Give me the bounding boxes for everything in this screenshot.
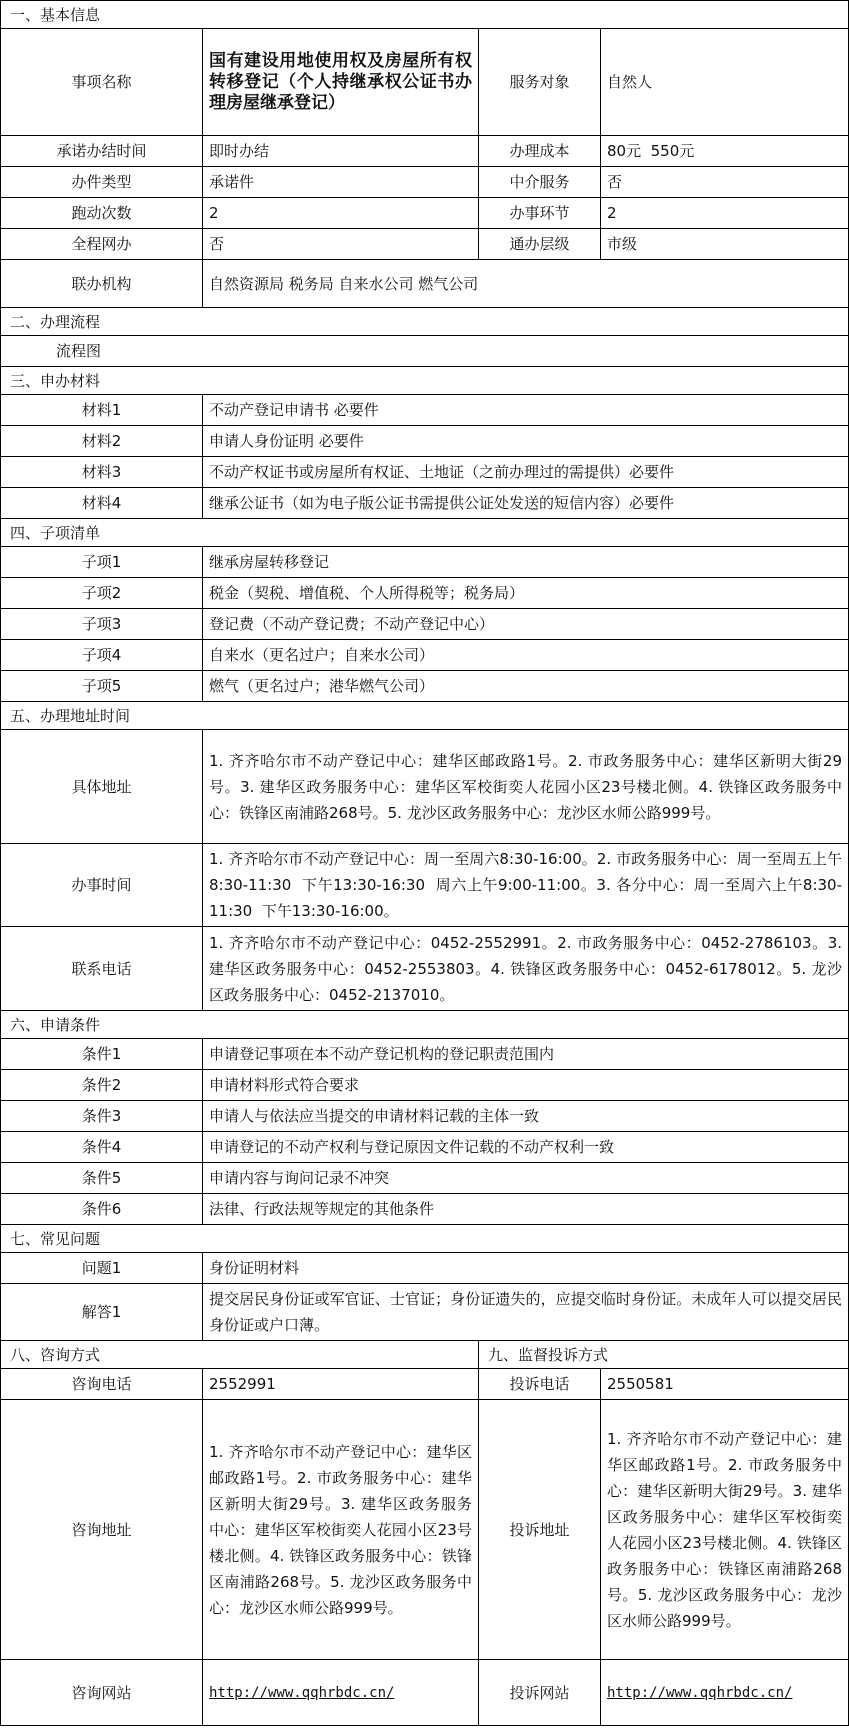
complaint-address-label: 投诉地址 [479,1400,601,1660]
condition-5-label: 条件5 [1,1163,203,1194]
subitem-5-label: 子项5 [1,671,203,702]
condition-row [1,1101,849,1132]
complaint-phone-label: 投诉电话 [479,1369,601,1400]
consult-address-label: 咨询地址 [1,1400,203,1660]
complaint-address-value: 1. 齐齐哈尔市不动产登记中心：建华区邮政路1号。2. 市政务服务中心：建华区新明大街29号。3. 建华区政务服务中心：建华区军校街奕人花园小区23号楼北侧。4. 铁锋区政务服务中心：铁锋区南浦路268号。5. 龙沙区政务服务中心：龙沙区水师公路999号。 [601,1400,849,1660]
promised-time-value: 即时办结 [203,136,479,167]
condition-row [1,1070,849,1101]
answer-1-label: 解答1 [1,1284,203,1341]
consult-address-value: 1. 齐齐哈尔市不动产登记中心：建华区邮政路1号。2. 市政务服务中心：建华区新明大街29号。3. 建华区政务服务中心：建华区军校街奕人花园小区23号楼北侧。4. 铁锋区政务服务中心：铁锋区南浦路268号。5. 龙沙区政务服务中心：龙沙区水师公路999号。 [203,1400,479,1660]
contact-phone-label: 联系电话 [1,927,203,1011]
complaint-website-link[interactable]: http://www.qqhrbdc.cn/ [607,1685,793,1701]
section-complaint-header: 九、监督投诉方式 [479,1341,849,1369]
material-row [1,488,849,519]
complaint-website-label: 投诉网站 [479,1660,601,1726]
material-3-label: 材料3 [1,457,203,488]
condition-4-value: 申请登记的不动产权利与登记原因文件记载的不动产权利一致 [203,1132,849,1163]
subitem-row [1,578,849,609]
condition-1-label: 条件1 [1,1039,203,1070]
condition-3-value: 申请人与依法应当提交的申请材料记载的主体一致 [203,1101,849,1132]
material-2-value: 申请人身份证明 必要件 [203,426,849,457]
section-address-time-header: 五、办理地址时间 [1,702,849,730]
section-subitems-header: 四、子项清单 [1,519,849,547]
specific-address-value: 1. 齐齐哈尔市不动产登记中心：建华区邮政路1号。2. 市政务服务中心：建华区新明大街29号。3. 建华区政务服务中心：建华区军校街奕人花园小区23号楼北侧。4. 铁锋区政务服务中心：铁锋区南浦路268号。5. 龙沙区政务服务中心：龙沙区水师公路999号。 [203,730,849,844]
consult-phone-value: 2552991 [203,1369,479,1400]
question-row [1,1253,849,1284]
office-hours-label: 办事时间 [1,844,203,927]
answer-row [1,1284,849,1341]
item-type-label: 办件类型 [1,167,203,198]
subitem-row [1,640,849,671]
joint-agencies-value: 自然资源局 税务局 自来水公司 燃气公司 [203,260,849,308]
service-object-label: 服务对象 [479,29,601,136]
office-hours-value: 1. 齐齐哈尔市不动产登记中心：周一至周六8:30-16:00。2. 市政务服务中心：周一至周五上午8:30-11:30 下午13:30-16:30 周六上午9:00-11:00。3. 各分中心：周一至周六上午8:30-11:30 下午13:30-16:00。 [203,844,849,927]
joint-agencies-label: 联办机构 [1,260,203,308]
section-process-header: 二、办理流程 [1,308,849,336]
condition-row [1,1194,849,1225]
subitem-3-value: 登记费（不动产登记费；不动产登记中心） [203,609,849,640]
condition-2-value: 申请材料形式符合要求 [203,1070,849,1101]
subitem-1-label: 子项1 [1,547,203,578]
subitem-row [1,547,849,578]
item-name-value: 国有建设用地使用权及房屋所有权转移登记（个人持继承权公证书办理房屋继承登记） [203,29,479,136]
flowchart-label: 流程图 [1,336,849,367]
answer-1-value: 提交居民身份证或军官证、士官证；身份证遗失的，应提交临时身份证。未成年人可以提交居民身份证或户口薄。 [203,1284,849,1341]
subitem-5-value: 燃气（更名过户；港华燃气公司） [203,671,849,702]
consult-website-link[interactable]: http://www.qqhrbdc.cn/ [209,1685,395,1701]
full-online-label: 全程网办 [1,229,203,260]
subitem-3-label: 子项3 [1,609,203,640]
full-online-value: 否 [203,229,479,260]
material-row [1,426,849,457]
material-4-label: 材料4 [1,488,203,519]
coverage-level-value: 市级 [601,229,849,260]
subitem-1-value: 继承房屋转移登记 [203,547,849,578]
material-4-value: 继承公证书（如为电子版公证书需提供公证处发送的短信内容）必要件 [203,488,849,519]
condition-5-value: 申请内容与询问记录不冲突 [203,1163,849,1194]
consult-website-label: 咨询网站 [1,1660,203,1726]
material-2-label: 材料2 [1,426,203,457]
condition-row [1,1163,849,1194]
subitem-2-value: 税金（契税、增值税、个人所得税等；税务局） [203,578,849,609]
service-object-value: 自然人 [601,29,849,136]
handling-cost-label: 办理成本 [479,136,601,167]
section-faq-header: 七、常见问题 [1,1225,849,1253]
subitem-4-label: 子项4 [1,640,203,671]
condition-3-label: 条件3 [1,1101,203,1132]
material-row [1,457,849,488]
subitem-row [1,609,849,640]
subitem-2-label: 子项2 [1,578,203,609]
handling-steps-label: 办事环节 [479,198,601,229]
specific-address-label: 具体地址 [1,730,203,844]
subitem-4-value: 自来水（更名过户；自来水公司） [203,640,849,671]
subitem-row [1,671,849,702]
intermediary-service-label: 中介服务 [479,167,601,198]
handling-steps-value: 2 [601,198,849,229]
section-conditions-header: 六、申请条件 [1,1011,849,1039]
run-count-label: 跑动次数 [1,198,203,229]
coverage-level-label: 通办层级 [479,229,601,260]
section-consult-header: 八、咨询方式 [1,1341,479,1369]
condition-1-value: 申请登记事项在本不动产登记机构的登记职责范围内 [203,1039,849,1070]
condition-4-label: 条件4 [1,1132,203,1163]
material-1-value: 不动产登记申请书 必要件 [203,395,849,426]
promised-time-label: 承诺办结时间 [1,136,203,167]
contact-phone-value: 1. 齐齐哈尔市不动产登记中心：0452-2552991。2. 市政务服务中心：0452-2786103。3. 建华区政务服务中心：0452-2553803。4. 铁锋区政务服务中心：0452-6178012。5. 龙沙区政务服务中心：0452-2137010。 [203,927,849,1011]
material-3-value: 不动产权证书或房屋所有权证、土地证（之前办理过的需提供）必要件 [203,457,849,488]
condition-row [1,1039,849,1070]
run-count-value: 2 [203,198,479,229]
condition-2-label: 条件2 [1,1070,203,1101]
complaint-phone-value: 2550581 [601,1369,849,1400]
item-type-value: 承诺件 [203,167,479,198]
condition-6-value: 法律、行政法规等规定的其他条件 [203,1194,849,1225]
intermediary-service-value: 否 [601,167,849,198]
material-row [1,395,849,426]
condition-row [1,1132,849,1163]
item-name-label: 事项名称 [1,29,203,136]
section-materials-header: 三、申办材料 [1,367,849,395]
question-1-label: 问题1 [1,1253,203,1284]
handling-cost-value: 80元 550元 [601,136,849,167]
material-1-label: 材料1 [1,395,203,426]
section-basic-info-header: 一、基本信息 [1,1,849,29]
consult-phone-label: 咨询电话 [1,1369,203,1400]
question-1-value: 身份证明材料 [203,1253,849,1284]
condition-6-label: 条件6 [1,1194,203,1225]
